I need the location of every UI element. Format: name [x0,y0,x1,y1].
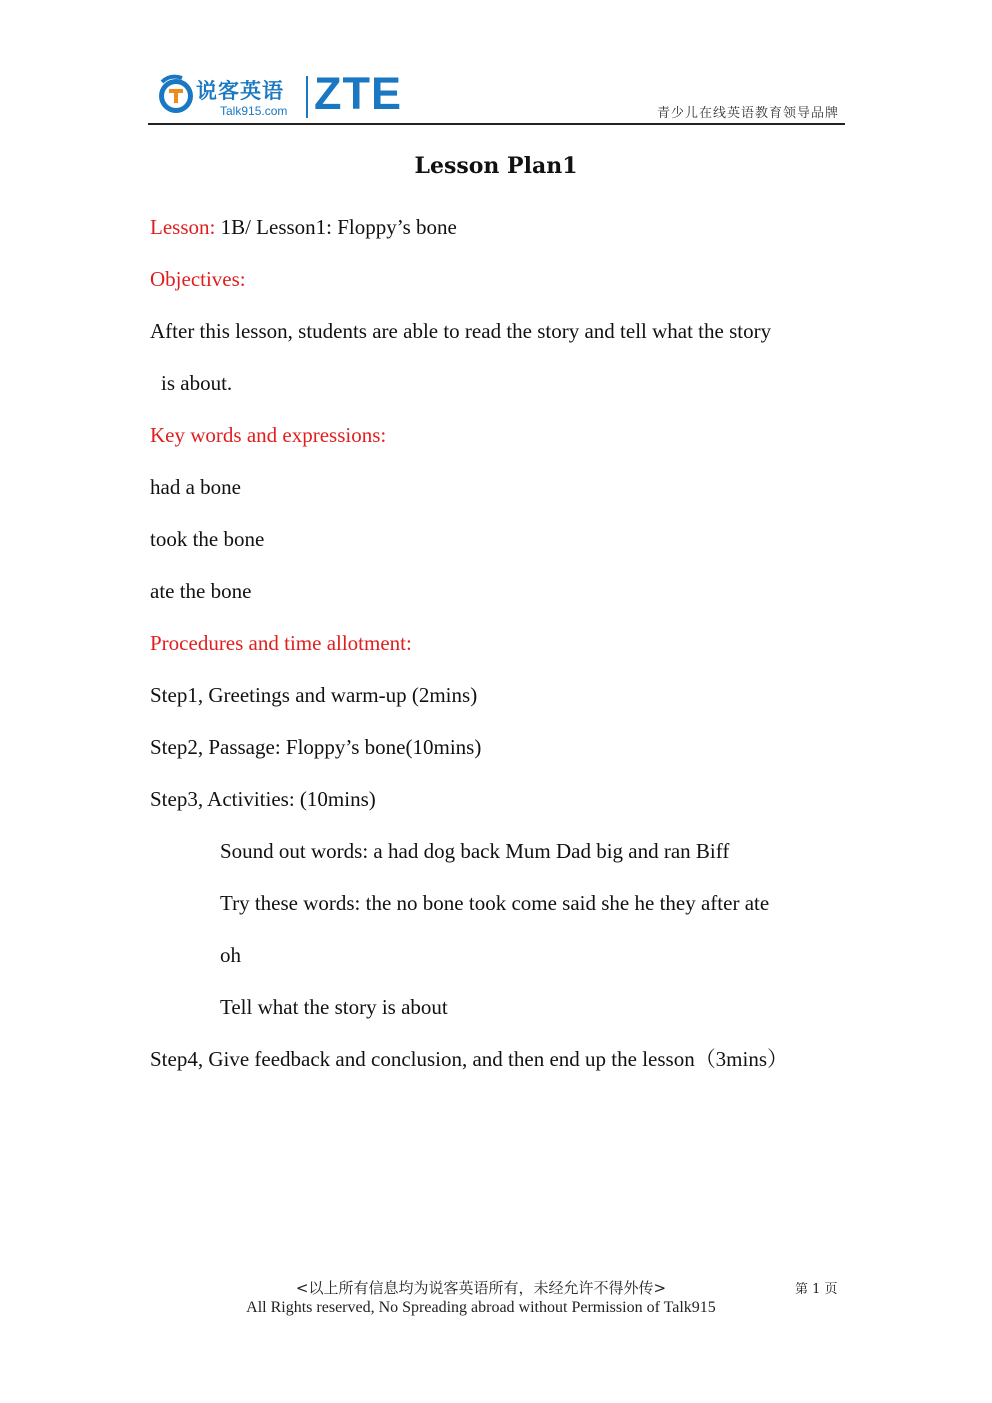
keyword-item: took the bone [150,527,265,551]
logo-subtext: Talk915.com [220,104,288,118]
page-header [148,66,845,126]
activity-sound-out-words: Sound out words: a had dog back Mum Dad big and ran Biff [220,839,730,863]
logo-text: 说客英语 [196,79,284,103]
document-title: Lesson Plan1 [414,153,578,179]
objectives-text-line-1: After this lesson, students are able to read the story and tell what the story [150,319,772,343]
zte-logo: ZTE [314,68,402,119]
talk915-logo-icon [156,72,198,116]
footer-notice-en: All Rights reserved, No Spreading abroad without Permission of Talk915 [246,1299,716,1316]
lesson-value: 1B/ Lesson1: Floppy’s bone [215,215,457,239]
footer-notice-cn: <以上所有信息均为说客英语所有，未经允许不得外传> [295,1279,667,1297]
activity-tell-story: Tell what the story is about [220,995,448,1019]
keyword-item: had a bone [150,475,241,499]
keywords-label: Key words and expressions: [150,423,387,447]
step-2: Step2, Passage: Floppy’s bone(10mins) [150,735,482,759]
objectives-label: Objectives: [150,267,246,291]
activity-try-these-words-cont: oh [220,943,241,967]
step-3: Step3, Activities: (10mins) [150,787,376,811]
objectives-text-line-2: is about. [161,371,233,395]
lesson-line [150,214,457,240]
page-number: 第 1 页 [795,1282,838,1297]
step-4: Step4, Give feedback and conclusion, and then end up the lesson（3mins） [150,1047,789,1071]
header-tagline: 青少儿在线英语教育领导品牌 [656,106,839,121]
procedures-label: Procedures and time allotment: [150,631,412,655]
header-divider [148,123,845,125]
step-1: Step1, Greetings and warm-up (2mins) [150,683,478,707]
logo-divider [306,76,308,118]
keyword-item: ate the bone [150,579,252,603]
activity-try-these-words: Try these words: the no bone took come said she he they after ate [220,891,770,915]
lesson-label: Lesson: [150,215,216,239]
